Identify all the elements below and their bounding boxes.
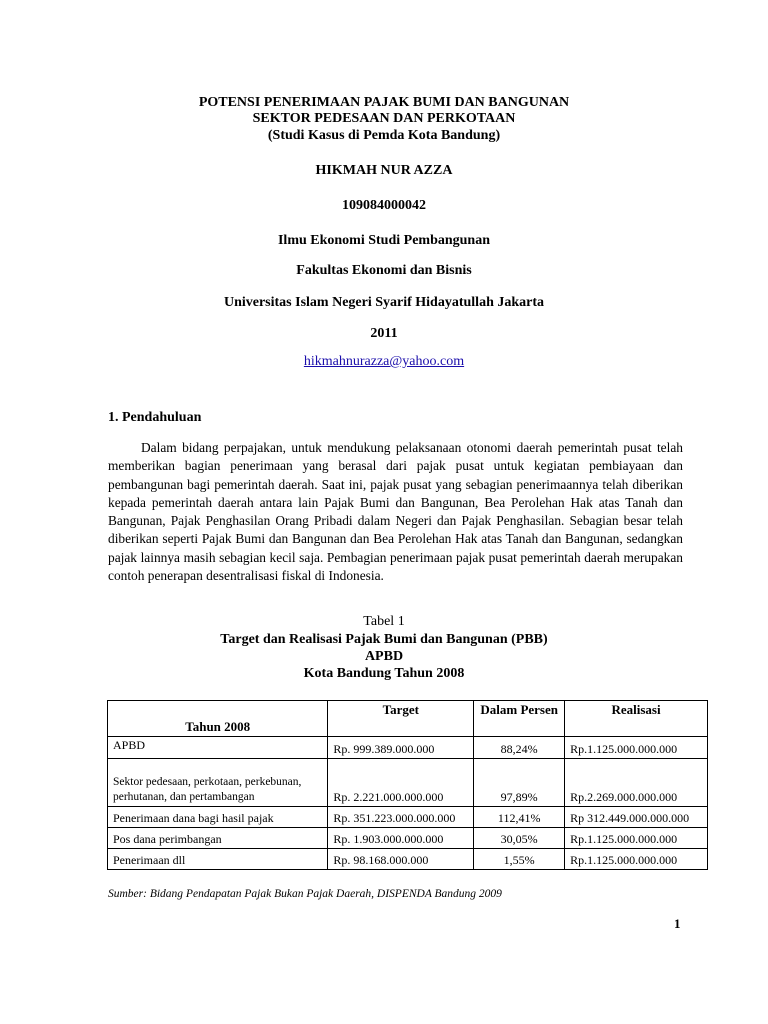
header-tahun: Tahun 2008 bbox=[108, 701, 328, 737]
row-realisasi: Rp.1.125.000.000.000 bbox=[565, 737, 708, 759]
row-name: Penerimaan dll bbox=[108, 849, 328, 870]
header-persen: Dalam Persen bbox=[474, 701, 565, 737]
year: 2011 bbox=[370, 326, 398, 341]
page-number: 1 bbox=[674, 916, 681, 931]
university-name: Universitas Islam Negeri Syarif Hidayatullah Jakarta bbox=[223, 295, 545, 310]
row-name: Sektor pedesaan, perkotaan, perkebunan, perhutanan, dan pertambangan bbox=[108, 759, 328, 807]
table-row bbox=[108, 828, 708, 849]
table-row bbox=[108, 759, 708, 807]
row-persen: 112,41% bbox=[474, 807, 565, 828]
row-name: Penerimaan dana bagi hasil pajak bbox=[108, 807, 328, 828]
section-heading: 1. Pendahuluan bbox=[108, 410, 202, 425]
table-row bbox=[108, 849, 708, 870]
doc-title-line1: POTENSI PENERIMAAN PAJAK BUMI DAN BANGUNAN bbox=[198, 95, 570, 110]
row-realisasi: Rp 312.449.000.000.000 bbox=[565, 807, 708, 828]
row-target: Rp. 1.903.000.000.000 bbox=[328, 828, 474, 849]
intro-paragraph: Dalam bidang perpajakan, untuk mendukung pelaksanaan otonomi daerah pemerintah pusat telah memberikan bagian penerimaan yang berasal dari pajak pusat untuk kegiatan pembiayaan dan pembangunan bagi pemerintah daerah. Saat ini, pajak pusat yang sebagian penerimaannya telah diberikan kepada pemerintah daerah antara lain Pajak Bumi dan Bangunan, Bea Perolehan Hak atas Tanah dan Bangunan, Pajak Penghasilan Orang Pribadi dalam Negeri dan Pajak Penghasilan. Sebagian besar telah diberikan seperti Pajak Bumi dan Bangunan dan Bea Perolehan Hak atas Tanah dan Bangunan, sedangkan pajak lainnya masih sebagian kecil saja. Pembagian penerimaan pajak pusat pemerintah daerah merupakan contoh penerapan desentralisasi fiskal di Indonesia. bbox=[108, 440, 683, 584]
table-row bbox=[108, 737, 708, 759]
row-persen: 30,05% bbox=[474, 828, 565, 849]
study-program: Ilmu Ekonomi Studi Pembangunan bbox=[277, 233, 491, 248]
header-realisasi: Realisasi bbox=[565, 701, 708, 737]
row-persen: 1,55% bbox=[474, 849, 565, 870]
author-name: HIKMAH NUR AZZA bbox=[315, 163, 453, 178]
row-name: Pos dana perimbangan bbox=[108, 828, 328, 849]
row-persen: 88,24% bbox=[474, 737, 565, 759]
row-target: Rp. 98.168.000.000 bbox=[328, 849, 474, 870]
row-persen: 97,89% bbox=[474, 759, 565, 807]
table-title-line3: Kota Bandung Tahun 2008 bbox=[303, 666, 465, 681]
table-source: Sumber: Bidang Pendapatan Pajak Bukan Pajak Daerah, DISPENDA Bandung 2009 bbox=[108, 888, 502, 900]
table-title-line1: Target dan Realisasi Pajak Bumi dan Bangunan (PBB) bbox=[220, 632, 548, 647]
email-line bbox=[0, 354, 768, 370]
table-label: Tabel 1 bbox=[363, 614, 405, 629]
row-realisasi: Rp.2.269.000.000.000 bbox=[565, 759, 708, 807]
faculty-name: Fakultas Ekonomi dan Bisnis bbox=[296, 263, 472, 278]
student-id: 109084000042 bbox=[342, 198, 426, 213]
email-link[interactable]: hikmahnurazza@yahoo.com bbox=[303, 354, 465, 369]
row-realisasi: Rp.1.125.000.000.000 bbox=[565, 849, 708, 870]
doc-title-line3: (Studi Kasus di Pemda Kota Bandung) bbox=[267, 128, 501, 143]
table-row bbox=[108, 807, 708, 828]
row-target: Rp. 2.221.000.000.000 bbox=[328, 759, 474, 807]
row-realisasi: Rp.1.125.000.000.000 bbox=[565, 828, 708, 849]
table-header-row bbox=[108, 701, 708, 737]
header-target: Target bbox=[328, 701, 474, 737]
row-target: Rp. 351.223.000.000.000 bbox=[328, 807, 474, 828]
pbb-table bbox=[107, 700, 708, 870]
row-target: Rp. 999.389.000.000 bbox=[328, 737, 474, 759]
doc-title-line2: SEKTOR PEDESAAN DAN PERKOTAAN bbox=[252, 111, 516, 126]
table-title-line2: APBD bbox=[364, 649, 404, 664]
row-name: APBD bbox=[108, 737, 328, 759]
